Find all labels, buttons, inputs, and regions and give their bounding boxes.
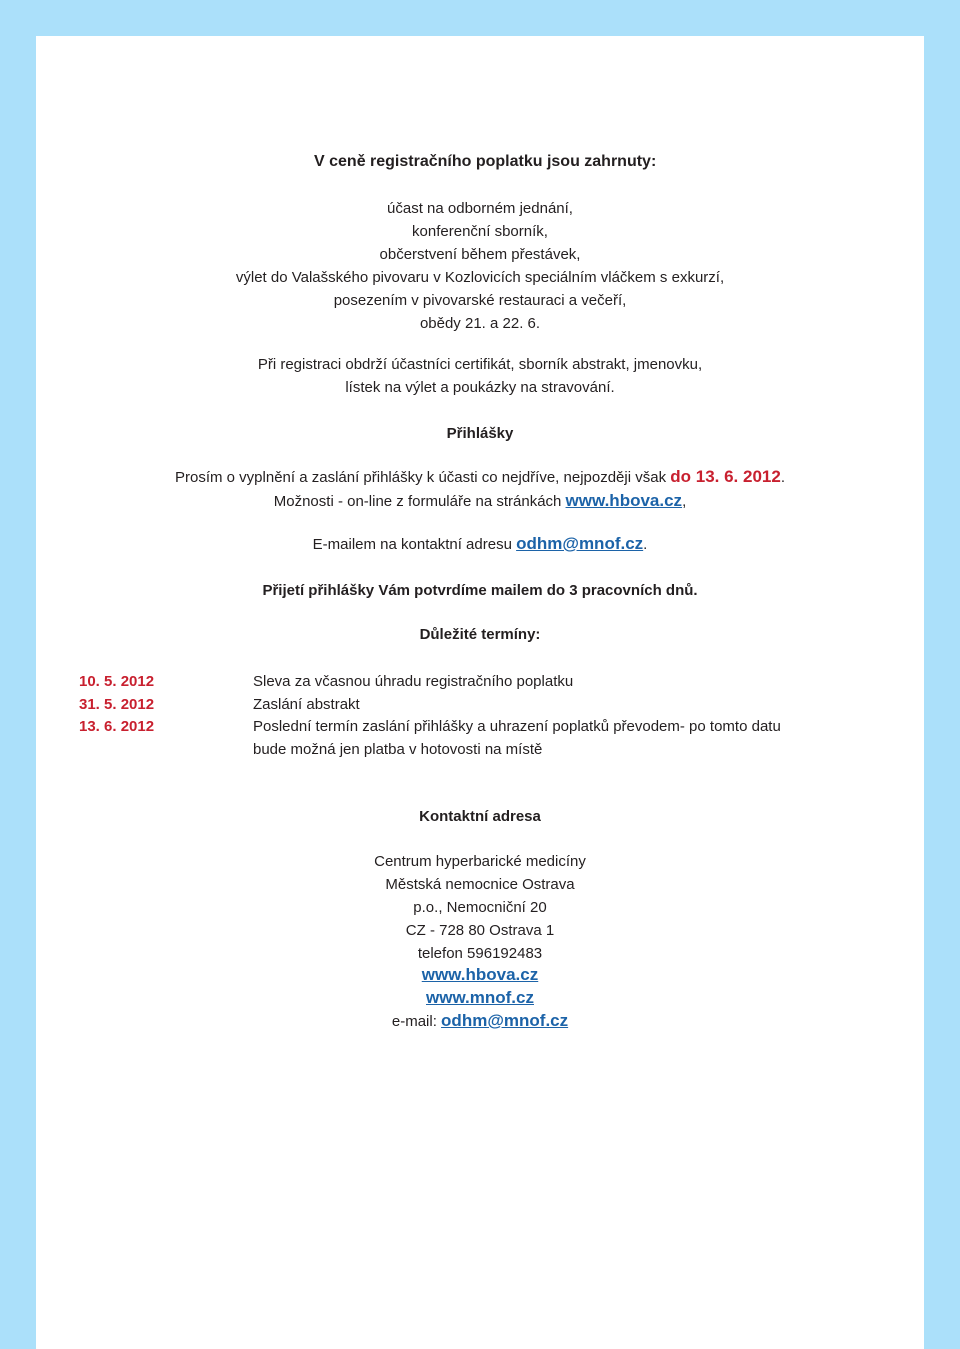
online-suffix: , bbox=[682, 493, 687, 510]
email-label: e-mail: bbox=[391, 1013, 437, 1030]
deadline-suffix: . bbox=[780, 469, 785, 486]
application-email-link[interactable]: odhm@mnof.cz bbox=[516, 534, 644, 553]
contact-web-1 bbox=[36, 966, 924, 985]
date-label: 10. 5. 2012 bbox=[79, 673, 155, 690]
online-text: Možnosti - on-line z formuláře na stránkách bbox=[273, 493, 562, 510]
email-application bbox=[36, 535, 924, 554]
date-label: 13. 6. 2012 bbox=[79, 718, 155, 735]
intro-item: konferenční sborník, bbox=[412, 223, 548, 240]
applications-heading: Přihlášky bbox=[446, 425, 514, 442]
application-deadline: do 13. 6. 2012 bbox=[670, 467, 781, 486]
intro-item: výlet do Valašského pivovaru v Kozlovicích speciálním vláčkem s exkurzí, bbox=[235, 269, 725, 286]
date-description-continued: bude možná jen platba v hotovosti na místě bbox=[253, 741, 543, 758]
contact-line: Městská nemocnice Ostrava bbox=[385, 876, 575, 893]
intro-heading: V ceně registračního poplatku jsou zahrnuty: bbox=[314, 153, 657, 170]
registration-note: lístek na výlet a poukázky na stravování. bbox=[345, 379, 615, 396]
hbova-link[interactable]: www.hbova.cz bbox=[421, 965, 539, 984]
date-description: Poslední termín zaslání přihlášky a uhrazení poplatků převodem- po tomto datu bbox=[253, 718, 781, 735]
dates-heading: Důležité termíny: bbox=[419, 626, 541, 643]
document-page bbox=[36, 36, 924, 1349]
intro-item: obědy 21. a 22. 6. bbox=[419, 315, 541, 332]
contact-email-link[interactable]: odhm@mnof.cz bbox=[441, 1011, 569, 1030]
mnof-link[interactable]: www.mnof.cz bbox=[426, 988, 534, 1007]
registration-note: Při registraci obdrží účastníci certifikát, sborník abstrakt, jmenovku, bbox=[257, 356, 703, 373]
online-application bbox=[36, 492, 924, 511]
online-form-link[interactable]: www.hbova.cz bbox=[565, 491, 683, 510]
intro-item: posezením v pivovarské restauraci a večeří, bbox=[333, 292, 627, 309]
contact-line: CZ - 728 80 Ostrava 1 bbox=[405, 922, 555, 939]
intro-item: účast na odborném jednání, bbox=[387, 200, 573, 217]
contact-line: p.o., Nemocniční 20 bbox=[413, 899, 547, 916]
contact-web-2 bbox=[36, 989, 924, 1008]
date-description: Zaslání abstrakt bbox=[253, 696, 360, 713]
date-description: Sleva za včasnou úhradu registračního poplatku bbox=[253, 673, 574, 690]
application-request bbox=[36, 468, 924, 487]
contact-phone: telefon 596192483 bbox=[417, 945, 543, 962]
request-text: Prosím o vyplnění a zaslání přihlášky k účasti co nejdříve, nejpozději však bbox=[175, 469, 667, 486]
contact-email bbox=[36, 1012, 924, 1031]
intro-item: občerstvení během přestávek, bbox=[379, 246, 581, 263]
email-text: E-mailem na kontaktní adresu bbox=[312, 536, 512, 553]
contact-line: Centrum hyperbarické medicíny bbox=[374, 853, 586, 870]
email-suffix: . bbox=[643, 536, 648, 553]
confirmation-note: Přijetí přihlášky Vám potvrdíme mailem do 3 pracovních dnů. bbox=[262, 582, 698, 599]
date-label: 31. 5. 2012 bbox=[79, 696, 155, 713]
contact-heading: Kontaktní adresa bbox=[419, 808, 541, 825]
